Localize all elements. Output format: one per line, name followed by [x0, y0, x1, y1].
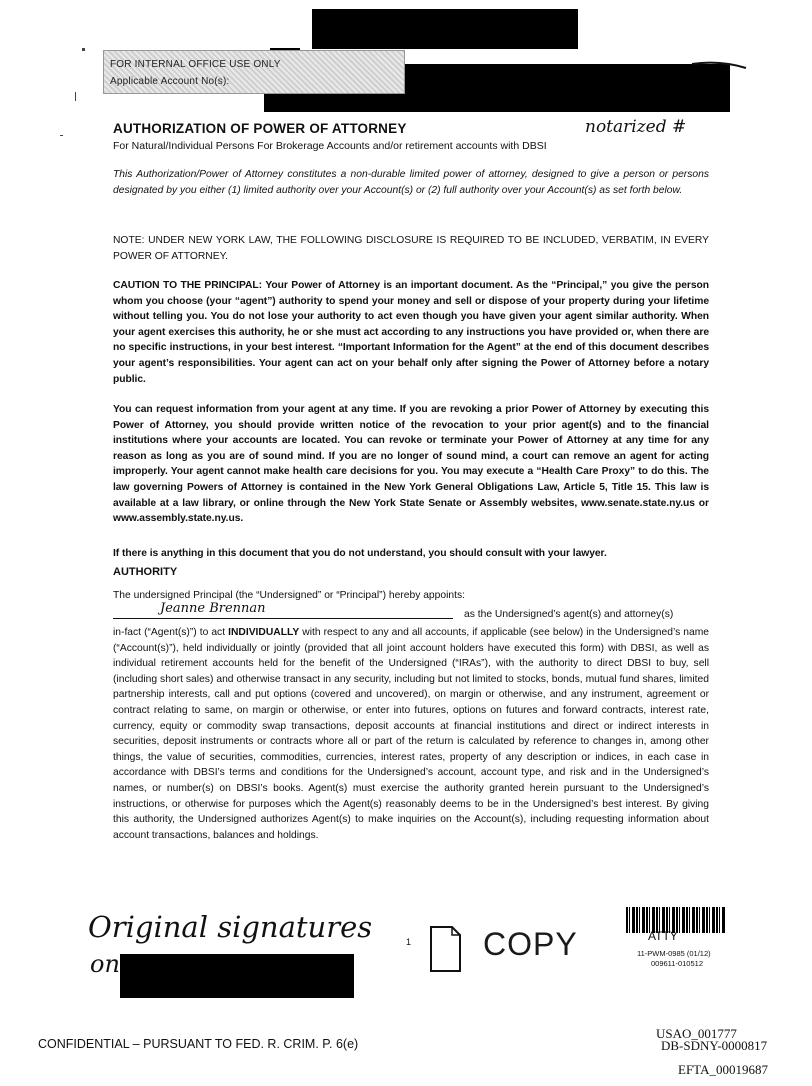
- bates-usao: USAO_001777: [656, 1026, 737, 1041]
- intro-paragraph: This Authorization/Power of Attorney constitutes a non-durable limited power of attorney, designed to give a person or persons designated by you either (1) limited authority over your Account(s) or (2) full authority over your Account(s) as set forth below.: [113, 169, 709, 196]
- agent-suffix: as the Undersigned’s agent(s) and attorney(s): [464, 609, 674, 620]
- copy-stamp: COPY: [483, 926, 578, 962]
- ny-law-note: NOTE: UNDER NEW YORK LAW, THE FOLLOWING DISCLOSURE IS REQUIRED TO BE INCLUDED, VERBATIM, IN EVERY POWER OF ATTORNEY.: [113, 235, 709, 262]
- scan-mark: [60, 135, 63, 136]
- document-subtitle: For Natural/Individual Persons For Brokerage Accounts and/or retirement accounts with DBSI: [113, 140, 547, 152]
- authority-body: in-fact (“Agent(s)”) to act INDIVIDUALLY with respect to any and all accounts, if applicable (see below) in the Undersigned’s name (“Account(s)”), held individually or jointly (provided that all joint account holders have executed this form) with DBSI, as well as individual retirement accounts held for the benefit of the Undersigned (“IRAs”), with the authority to direct DBSI to buy, sell (including short sales) and otherwise transact in any security, including but not limited to stocks, bonds, mutual fund shares, limited partnership interests, call and put options (covered and uncovered), on margin or otherwise, and any instrument, agreement or contract relating to same, on margin or otherwise, or enter into futures, options on futures and forward contracts, interest rate, currency, equity or commodity swap transactions, deposit accounts at financial institutions and direct or indirect interests in securities, deposit instruments or contracts whore all or part of the return is calculated by reference to changes in, among other things, the value of securities, commodities, currencies, interest rates, property of any description or indices, in each case in accordance with DBSI’s terms and conditions for the Undersigned’s account, account type, and risk and in the Undersigned’s names, or number(s) on DBSI’s books. Agent(s) must exercise the authority granted herein pursuant to the Undersigned’s instructions, or otherwise for purposes which the Agent(s) reasonably deems to be in the Undersigned’s best interest. By giving this authority, the Undersigned authorizes Agent(s) to make inquiries on the Account(s), including requesting information about account transactions, balances and holdings.: [113, 627, 710, 841]
- internal-office-box: [103, 50, 405, 94]
- confidential-footer: CONFIDENTIAL – PURSUANT TO FED. R. CRIM. P. 6(e): [38, 1037, 359, 1051]
- barcode-label: ATTY: [648, 929, 678, 943]
- redaction-block: [312, 9, 578, 49]
- document-icon: [426, 923, 466, 975]
- handwritten-note: Original signatures: [88, 910, 373, 944]
- scan-mark: [82, 48, 85, 51]
- form-number: 11-PWM-0985 (01/12): [637, 949, 711, 958]
- redaction-block: [120, 954, 354, 998]
- scan-mark: [75, 92, 76, 101]
- document-title: AUTHORIZATION OF POWER OF ATTORNEY: [113, 121, 407, 136]
- pen-stroke: [690, 58, 750, 78]
- form-code: 009611-010512: [651, 959, 703, 968]
- agent-name-line: [113, 618, 453, 619]
- handwritten-on: on: [90, 950, 120, 978]
- appoints-line: The undersigned Principal (the “Undersigned” or “Principal”) hereby appoints:: [113, 590, 465, 601]
- page-number: 1: [406, 937, 412, 947]
- account-number-label: Applicable Account No(s):: [110, 76, 230, 87]
- handwritten-annotation: notarized #: [585, 117, 687, 137]
- lawyer-notice: If there is anything in this document that you do not understand, you should consult with your lawyer.: [113, 548, 607, 559]
- bates-sdny: DB-SDNY-0000817: [661, 1038, 768, 1053]
- revocation-paragraph: You can request information from your agent at any time. If you are revoking a prior Power of Attorney by executing this Power of Attorney, you should provide written notice of the revocation to your prior agent(s) and to the financial institutions where your accounts are located. You can revoke or terminate your Power of Attorney at any time for any reason as long as you are of sound mind. If you are no longer of sound mind, a court can remove an agent for acting improperly. Your agent cannot make health care decisions for you. You may execute a “Health Care Proxy” to do this. The law governing Powers of Attorney is contained in the New York General Obligations Law, Article 5, Title 15. This law is available at a law library, or online through the New York State Senate or Assembly websites, www.senate.state.ny.us or www.assembly.state.ny.us.: [113, 404, 709, 525]
- bates-efta: EFTA_00019687: [678, 1062, 768, 1077]
- office-use-label: FOR INTERNAL OFFICE USE ONLY: [110, 59, 281, 70]
- caution-paragraph: CAUTION TO THE PRINCIPAL: Your Power of Attorney is an important document. As the “Principal,” you give the person whom you choose (your “agent”) authority to spend your money and sell or dispose of your property during your lifetime without telling you. You do not lose your authority to act even though you have given your agent similar authority. When your agent exercises this authority, he or she must act according to any instructions you have provided or, when there are no specific instructions, in your best interest. “Important Information for the Agent” at the end of this document describes your agent’s responsibilities. Your agent can act on your behalf only after signing the Power of Attorney before a notary public.: [113, 280, 709, 385]
- agent-name-handwritten: Jeanne Brennan: [160, 601, 266, 616]
- authority-heading: AUTHORITY: [113, 566, 178, 578]
